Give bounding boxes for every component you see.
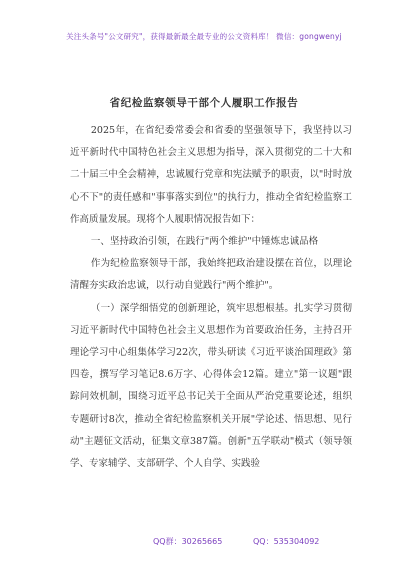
- intro-paragraph: 2025年，在省纪委常委会和省委的坚强领导下，我坚持以习近平新时代中国特色社会主义思想为指导，深入贯彻党的二十大和二十届三中全会精神，忠诚履行党章和宪法赋予的职责，以"时时放心不下"的责任感和"事事落实到位"的执行力，推动全省纪检监察工作高质量发展。现将个人履职情况报告如下：: [70, 125, 352, 225]
- footer-qq: QQ：535304092: [253, 537, 320, 546]
- document-body: [70, 120, 352, 475]
- subsection-paragraph: （一）深学细悟党的创新理论，筑牢思想根基。扎实学习贯彻习近平新时代中国特色社会主义思想作为首要政治任务，主持召开理论学习中心组集体学习22次，带头研读《习近平谈治国理政》第四卷，撰写学习笔记8.6万字、心得体会12篇。建立"第一议题"跟踪问效机制，围绕习近平总书记关于全面从严治党重要论述，组织专题研讨8次，推动全省纪检监察机关开展"学论述、悟思想、见行动"主题征文活动，征集文章387篇。创新"五学联动"模式（领导领学、专家辅学、支部研学、个人自学、实践验: [70, 302, 352, 470]
- footer-qq-group: QQ群：30265665: [153, 537, 223, 546]
- section-paragraph: 作为纪检监察领导干部，我始终把政治建设摆在首位，以理论清醒夯实政治忠诚，以行动自觉践行"两个维护"。: [70, 258, 352, 292]
- header-note: 关注头条号"公文研究"，获得最新最全最专业的公文资料库！ 微信：gongwenyj: [66, 32, 342, 41]
- section-heading: 一、坚持政治引领，在践行"两个维护"中锤炼忠诚品格: [90, 236, 319, 248]
- document-title: 省纪检监察领导干部个人履职工作报告: [109, 97, 299, 109]
